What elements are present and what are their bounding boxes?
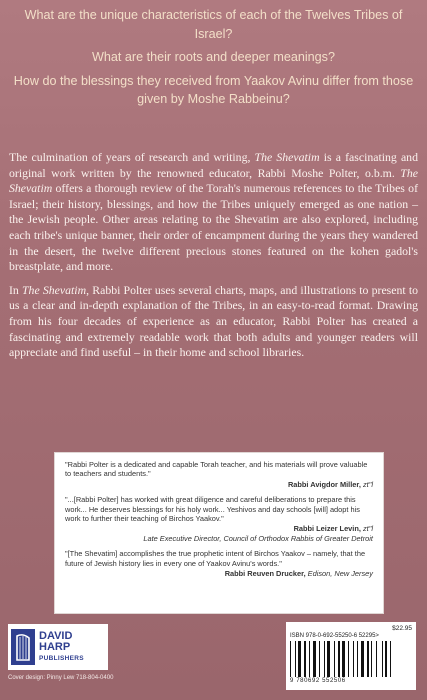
publisher-name (39, 631, 84, 664)
author-suffix: Edison, New Jersey (305, 569, 373, 579)
book-title: The Shevatim (254, 150, 320, 164)
review-2 (65, 495, 373, 543)
price: $22.95 (392, 625, 412, 632)
barcode-bar (370, 641, 371, 677)
review-quote: "[The Shevatim] accomplishes the true prophetic intent of Birchos Yaakov – namely, that the future of Jewish history lies in every one of Yaakov Avinu's words." (65, 549, 366, 568)
question-3: How do the blessings they received from Yaakov Avinu differ from those given by Moshe Rabbeinu? (13, 73, 414, 106)
publisher-line-2: HARP (39, 640, 71, 653)
barcode-bar (359, 641, 360, 677)
text-span: In (9, 282, 22, 297)
text-span: offers a thorough review of the Torah's numerous references to the Tribes of Israel; their history, blessings, and how the Tribes uniquely emerged as one nation – the Jewish people. Other areas relating to the Shevatim are also explored, including each tribe's unique banner, their order of encampment during the years they wandered in the desert, the twelve different precious stones featured on the kohen gadol's breastplate, and more. (9, 181, 418, 274)
isbn-text: ISBN 978-0-692-55250-6 (290, 633, 358, 639)
reviews-box (54, 452, 384, 614)
barcode-bar (327, 641, 330, 677)
barcode-bar (373, 641, 375, 677)
barcode-bar (385, 641, 387, 677)
review-quote: "Rabbi Polter is a dedicated and capable Torah teacher, and his materials will prove valuable to teachers and students." (65, 460, 368, 479)
barcode-bar (357, 641, 358, 677)
barcode-bar (309, 641, 310, 677)
description-body (9, 150, 418, 369)
barcode-bar (336, 641, 337, 677)
barcode-bar (338, 641, 340, 677)
text-span: The culmination of years of research and writing, (9, 150, 255, 164)
barcode-bar (292, 641, 294, 677)
harp-icon (11, 629, 35, 665)
barcode-bar (321, 641, 323, 677)
barcode-bar (304, 641, 306, 677)
isbn (290, 633, 412, 639)
question-1: What are the unique characteristics of each of the Twelves Tribes of Israel? (24, 8, 403, 41)
barcode-bars (290, 641, 412, 677)
author-name: Rabbi Leizer Levin, (293, 524, 361, 534)
barcode-bar (384, 641, 385, 677)
question-2: What are their roots and deeper meanings? (92, 50, 335, 64)
review-author (65, 480, 373, 489)
barcode-bar (319, 641, 320, 677)
review-quote: "...[Rabbi Polter] has worked with great diligence and careful deliberations to prepare this work... He deserves blessings for his holy work... Yeshivos and day schools [will] adopt his work to further their teaching of Birchos Yaakov." (65, 495, 360, 524)
barcode-bar (317, 641, 318, 677)
barcode-bar (367, 641, 369, 677)
description-paragraph-1 (9, 150, 418, 275)
barcode-bar (371, 641, 372, 677)
barcode-bar (348, 641, 349, 677)
author-name: Rabbi Avigdor Miller, (287, 479, 361, 489)
barcode-bar (390, 641, 391, 677)
barcode-bar (295, 641, 296, 677)
publisher-line-3: PUBLISHERS (39, 654, 84, 662)
barcode-bar (355, 641, 357, 677)
author-suffix: zt"l (360, 524, 373, 534)
barcode-bar (298, 641, 301, 677)
cover-credit: Cover design: Pinny Lew 718-804-0400 (8, 675, 114, 681)
barcode-bar (307, 641, 308, 677)
review-author (65, 524, 373, 533)
barcode-bar (341, 641, 342, 677)
barcode-bar (346, 641, 347, 677)
barcode-bar (324, 641, 325, 677)
barcode-bar (376, 641, 377, 677)
author-suffix: zt"l (360, 479, 373, 489)
review-1 (65, 460, 373, 489)
barcode-bar (297, 641, 298, 677)
barcode-bar (326, 641, 327, 677)
review-author (65, 569, 373, 578)
barcode-bar (331, 641, 333, 677)
barcode-bar (378, 641, 381, 677)
publisher-logo (8, 624, 108, 670)
harp-icon-svg (14, 632, 32, 662)
barcode-bar (334, 641, 335, 677)
barcode-bar (361, 641, 364, 677)
barcode-bar (353, 641, 354, 677)
barcode-bar (350, 641, 352, 677)
barcode-bar (313, 641, 316, 677)
barcode-box (286, 622, 416, 690)
barcode-bar (392, 641, 394, 677)
book-title: The Shevatim (9, 165, 418, 196)
book-title: The Shevatim (22, 282, 87, 297)
barcode-bar (388, 641, 389, 677)
barcode-bar (311, 641, 313, 677)
barcode-bar (365, 641, 366, 677)
text-span: , Rabbi Polter uses several charts, maps, and illustrations to present to us a clear and in-depth explanation of the Tribes, in an easy-to-read format. Drawing from his four decades of experience as an educator, Rabbi Polter has created a fascinating and extremely readable work that both adults and younger readers will appreciate and find useful – in their home and school libraries. (9, 282, 419, 360)
barcode-bar (342, 641, 345, 677)
author-name: Rabbi Reuven Drucker, (224, 569, 306, 579)
questions-block (8, 6, 419, 114)
isbn-addon: 52295> (358, 633, 379, 639)
text-span: is a fascinating and original work written by the renowned educator, Rabbi Moshe Polter, o.b.m. (9, 150, 418, 180)
description-paragraph-2 (9, 283, 418, 361)
barcode-bar (382, 641, 383, 677)
barcode-bar (302, 641, 303, 677)
barcode-bar (290, 641, 291, 677)
review-3 (65, 549, 373, 578)
review-author-title: Late Executive Director, Council of Orthodox Rabbis of Greater Detroit (143, 533, 373, 543)
publisher-line-1: DAVID (39, 629, 73, 642)
barcode-digits: 9 780692 552506 (290, 678, 346, 684)
